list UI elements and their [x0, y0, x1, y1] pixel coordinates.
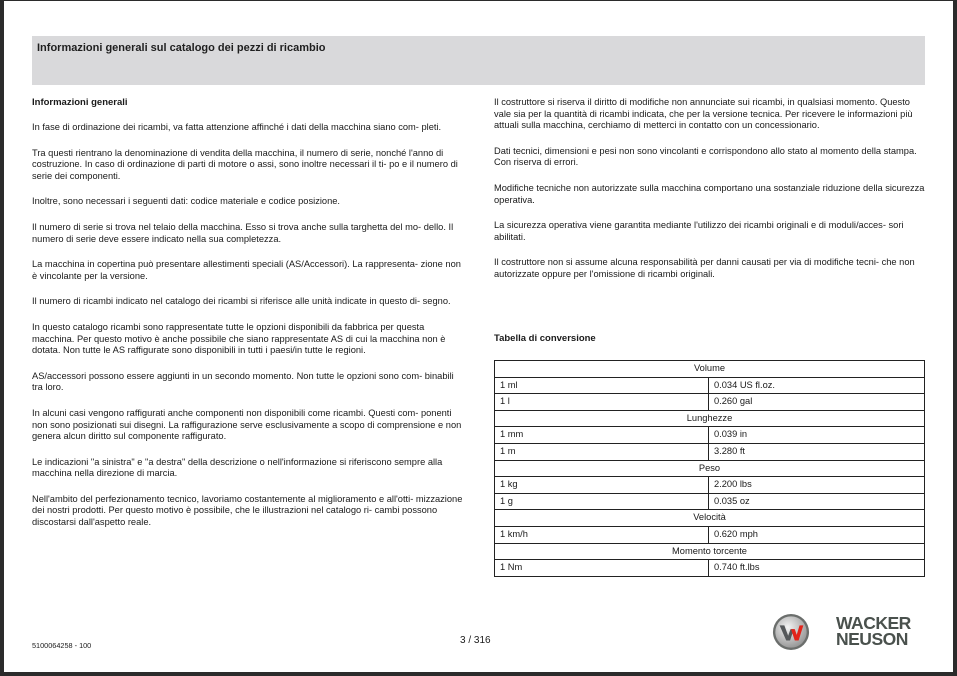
- value-cell: 0.039 in: [709, 427, 925, 444]
- conversion-table: [494, 360, 925, 577]
- unit-cell: 1 g: [495, 493, 709, 510]
- table-row: [495, 377, 925, 394]
- paragraph: In questo catalogo ricambi sono rappresentate tutte le opzioni disponibili da fabbrica per questa macchina. Per questo motivo è anche possibile che siano rappresentate AS di cui la macchina non è dotata. Non tutte le AS raffigurate sono disponibili in tutti i paesi/in tutte le regioni.: [32, 321, 446, 356]
- wacker-neuson-emblem-icon: [772, 613, 810, 651]
- paragraph: In alcuni casi vengono raffigurati anche componenti non disponibili come ricambi. Questi com- ponenti non sono posizionati sui disegni. La raffigurazione serve esclusivamente a scopo di comprensione e non genera alcun diritto sul componente raffigurato.: [32, 407, 462, 442]
- group-label: Momento torcente: [495, 543, 925, 560]
- unit-cell: 1 km/h: [495, 526, 709, 543]
- paragraph: La macchina in copertina può presentare allestimenti speciali (AS/Accessori). La rappresenta- zione non è vincolante per la versione.: [32, 259, 461, 281]
- brand-line-1: WACKER: [836, 613, 911, 633]
- paragraph: Dati tecnici, dimensioni e pesi non sono vincolanti e corrispondono allo stato al momento della stampa. Con riserva di errori.: [494, 145, 917, 168]
- paragraph: La sicurezza operativa viene garantita mediante l'utilizzo dei ricambi originali e di moduli/acces- sori abilitati.: [494, 220, 904, 242]
- right-column: [494, 97, 926, 295]
- brand-line-2: NEUSON: [836, 629, 908, 649]
- unit-cell: 1 ml: [495, 377, 709, 394]
- paragraph: Il costruttore si riserva il diritto di modifiche non annunciate sui ricambi, in qualsiasi momento. Questo vale sia per la quantità di ricambi indicata, che per la versione tecnica. Per ricevere le informazioni più attuali sulla macchina, cerchiamo di metterci in contatto con un concessionario.: [494, 97, 913, 131]
- table-group-row: [495, 510, 925, 527]
- page-indicator: 3 / 316: [460, 635, 491, 646]
- title-banner: [32, 36, 925, 85]
- paragraph: Le indicazioni "a sinistra" e "a destra" della descrizione o nell'informazione si riferiscono sempre alla macchina nella direzione di marcia.: [32, 456, 443, 479]
- paragraph: Nell'ambito del perfezionamento tecnico, lavoriamo costantemente al miglioramento e all'otti- mizzazione dei nostri prodotti. Per questo motivo è possibile, che le illustrazioni nel catalogo ri- cambi possono discostarsi dall'aspetto reale.: [32, 493, 463, 528]
- brand-wordmark: [836, 615, 911, 647]
- table-row: [495, 477, 925, 494]
- paragraph: Inoltre, sono necessari i seguenti dati: codice materiale e codice posizione.: [32, 196, 341, 207]
- value-cell: 2.200 lbs: [709, 477, 925, 494]
- table-row: [495, 427, 925, 444]
- table-group-row: [495, 410, 925, 427]
- table-group-row: [495, 460, 925, 477]
- group-label: Peso: [495, 460, 925, 477]
- document-number: 5100064258 - 100: [32, 641, 92, 650]
- conversion-table-heading: Tabella di conversione: [494, 333, 596, 344]
- table-group-row: [495, 361, 925, 378]
- table-row: [495, 443, 925, 460]
- value-cell: 0.035 oz: [709, 493, 925, 510]
- unit-cell: 1 m: [495, 443, 709, 460]
- value-cell: 0.260 gal: [709, 394, 925, 411]
- paragraph: Il numero di serie si trova nel telaio della macchina. Esso si trova anche sulla targhetta del mo- dello. Il numero di serie deve essere indicato nella sua completezza.: [32, 221, 454, 244]
- paragraph: Il numero di ricambi indicato nel catalogo dei ricambi si riferisce alle unità indicate in questo di- segno.: [32, 296, 451, 307]
- paragraph: Tra questi rientrano la denominazione di vendita della macchina, il numero di serie, nonché l'anno di costruzione. In caso di ordinazione di parti di motore o assi, sono inoltre necessari il ti- po e il numero di serie dei componenti.: [32, 147, 458, 181]
- unit-cell: 1 Nm: [495, 560, 709, 577]
- group-label: Velocità: [495, 510, 925, 527]
- paragraph: In fase di ordinazione dei ricambi, va fatta attenzione affinché i dati della macchina siano com- pleti.: [32, 122, 442, 132]
- paragraph: AS/accessori possono essere aggiunti in un secondo momento. Non tutte le opzioni sono com- binabili tra loro.: [32, 370, 454, 393]
- value-cell: 3.280 ft: [709, 443, 925, 460]
- table-group-row: [495, 543, 925, 560]
- unit-cell: 1 l: [495, 394, 709, 411]
- paragraph: Il costruttore non si assume alcuna responsabilità per danni causati per via di modifiche tecni- che non autorizzate oppure per l'omissione di ricambi originali.: [494, 257, 915, 279]
- unit-cell: 1 mm: [495, 427, 709, 444]
- group-label: Lunghezze: [495, 410, 925, 427]
- section-heading-general-info: Informazioni generali: [32, 97, 128, 108]
- unit-cell: 1 kg: [495, 477, 709, 494]
- left-column: [32, 97, 464, 543]
- table-row: [495, 493, 925, 510]
- table-row: [495, 560, 925, 577]
- value-cell: 0.620 mph: [709, 526, 925, 543]
- table-row: [495, 394, 925, 411]
- value-cell: 0.740 ft.lbs: [709, 560, 925, 577]
- group-label: Volume: [495, 361, 925, 378]
- document-page: [4, 1, 953, 672]
- paragraph: Modifiche tecniche non autorizzate sulla macchina comportano una sostanziale riduzione della sicurezza operativa.: [494, 182, 925, 205]
- value-cell: 0.034 US fl.oz.: [709, 377, 925, 394]
- page-title: Informazioni generali sul catalogo dei pezzi di ricambio: [37, 42, 326, 54]
- table-row: [495, 526, 925, 543]
